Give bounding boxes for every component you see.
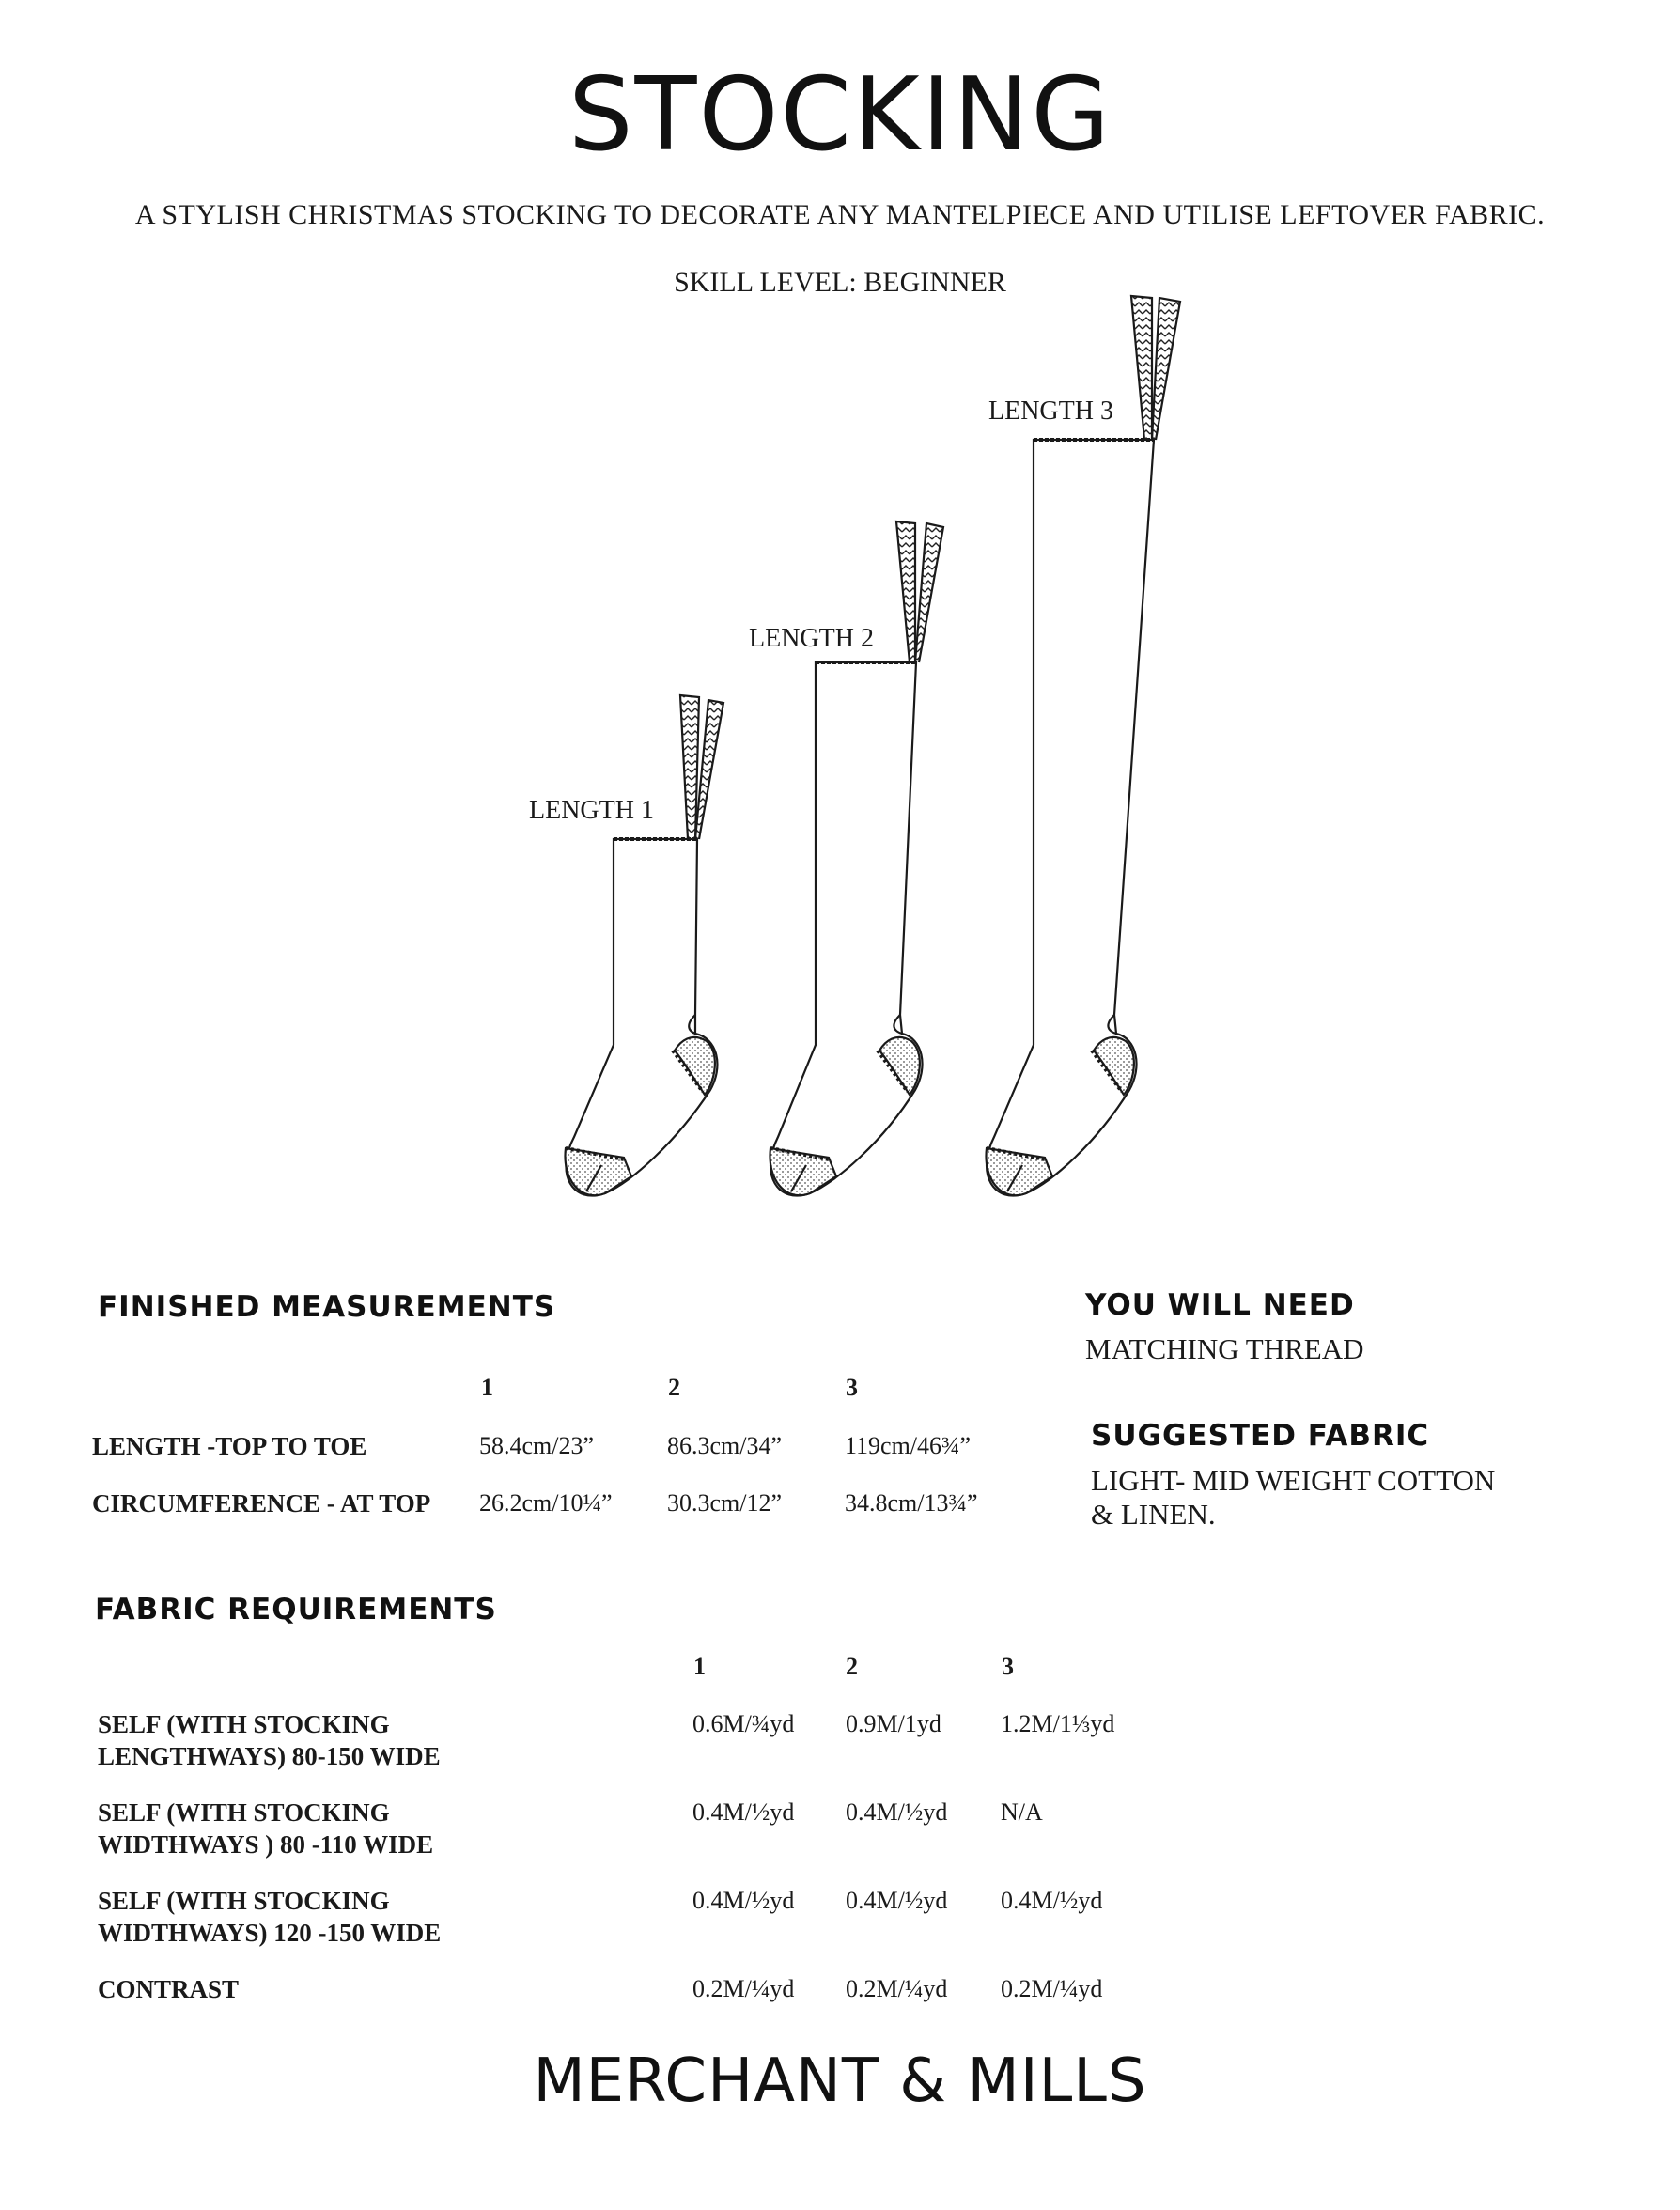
skill-level: SKILL LEVEL: BEGINNER	[674, 267, 1006, 298]
fr-row-1-label	[98, 1708, 441, 1772]
fr-row-1-label-line-2: LENGTHWAYS) 80-150 WIDE	[98, 1742, 441, 1770]
fm-row-length-value-1: 58.4cm/23”	[479, 1432, 595, 1459]
fr-col-1: 1	[693, 1653, 706, 1680]
fr-row-3-value-2: 0.4M/½yd	[846, 1887, 948, 1914]
fr-row-3-label-line-2: WIDTHWAYS) 120 -150 WIDE	[98, 1919, 442, 1947]
fr-row-3-label	[98, 1885, 441, 1949]
fr-row-3-label-line-1: SELF (WITH STOCKING	[98, 1887, 390, 1915]
you-will-need-text: MATCHING THREAD	[1085, 1332, 1364, 1365]
fm-row-circumference-value-3: 34.8cm/13¾”	[845, 1489, 978, 1517]
fr-col-3: 3	[1002, 1653, 1014, 1680]
fr-row-4-label-line-1: CONTRAST	[98, 1975, 240, 2003]
fr-row-4-value-3: 0.2M/¼yd	[1001, 1975, 1103, 2002]
fabric-requirements-heading: FABRIC REQUIREMENTS	[95, 1593, 497, 1626]
fr-row-2-value-2: 0.4M/½yd	[846, 1798, 948, 1826]
brand-footer: MERCHANT & MILLS	[533, 2047, 1147, 2116]
finished-measurements-heading: FINISHED MEASUREMENTS	[98, 1290, 556, 1324]
fm-col-1: 1	[481, 1374, 493, 1401]
fm-col-3: 3	[846, 1374, 858, 1401]
fr-row-1-value-3: 1.2M/1⅓yd	[1001, 1710, 1115, 1737]
fr-row-4-label	[98, 1973, 239, 2005]
page-subtitle: A STYLISH CHRISTMAS STOCKING TO DECORATE ANY MANTELPIECE AND UTILISE LEFTOVER FABRIC.	[134, 199, 1546, 230]
length-2-label: LENGTH 2	[749, 624, 874, 653]
fr-row-2-value-1: 0.4M/½yd	[692, 1798, 795, 1826]
fr-row-1-label-line-1: SELF (WITH STOCKING	[98, 1710, 390, 1738]
page-title: STOCKING	[568, 56, 1112, 174]
fr-col-2: 2	[846, 1653, 858, 1680]
stocking-1-drawing	[565, 695, 723, 1196]
fr-row-1-value-1: 0.6M/¾yd	[692, 1710, 795, 1737]
fm-row-length-label: LENGTH -TOP TO TOE	[92, 1432, 367, 1460]
fr-row-2-label	[98, 1797, 433, 1860]
fr-row-3-value-1: 0.4M/½yd	[692, 1887, 795, 1914]
fm-col-2: 2	[668, 1374, 680, 1401]
fm-row-circumference-label: CIRCUMFERENCE - AT TOP	[92, 1489, 431, 1517]
fr-row-2-label-line-1: SELF (WITH STOCKING	[98, 1798, 390, 1827]
fm-row-circumference-value-1: 26.2cm/10¼”	[479, 1489, 613, 1517]
fr-row-2-value-3: N/A	[1001, 1798, 1043, 1826]
length-3-label: LENGTH 3	[988, 397, 1113, 426]
fm-row-length-value-2: 86.3cm/34”	[667, 1432, 783, 1459]
fr-row-4-value-2: 0.2M/¼yd	[846, 1975, 948, 2002]
suggested-fabric-heading: SUGGESTED FABRIC	[1091, 1419, 1430, 1453]
fm-row-length-value-3: 119cm/46¾”	[845, 1432, 972, 1459]
stocking-3-drawing	[986, 296, 1180, 1196]
length-1-label: LENGTH 1	[529, 796, 654, 825]
you-will-need-heading: YOU WILL NEED	[1085, 1288, 1355, 1322]
fr-row-2-label-line-2: WIDTHWAYS ) 80 -110 WIDE	[98, 1830, 434, 1859]
fr-row-1-value-2: 0.9M/1yd	[846, 1710, 941, 1737]
fr-row-3-value-3: 0.4M/½yd	[1001, 1887, 1103, 1914]
fm-row-circumference-value-2: 30.3cm/12”	[667, 1489, 783, 1517]
suggested-fabric-line-1: LIGHT- MID WEIGHT COTTON	[1091, 1464, 1496, 1497]
fr-row-4-value-1: 0.2M/¼yd	[692, 1975, 795, 2002]
suggested-fabric-line-2: & LINEN.	[1091, 1498, 1216, 1531]
stocking-2-drawing	[770, 521, 943, 1196]
